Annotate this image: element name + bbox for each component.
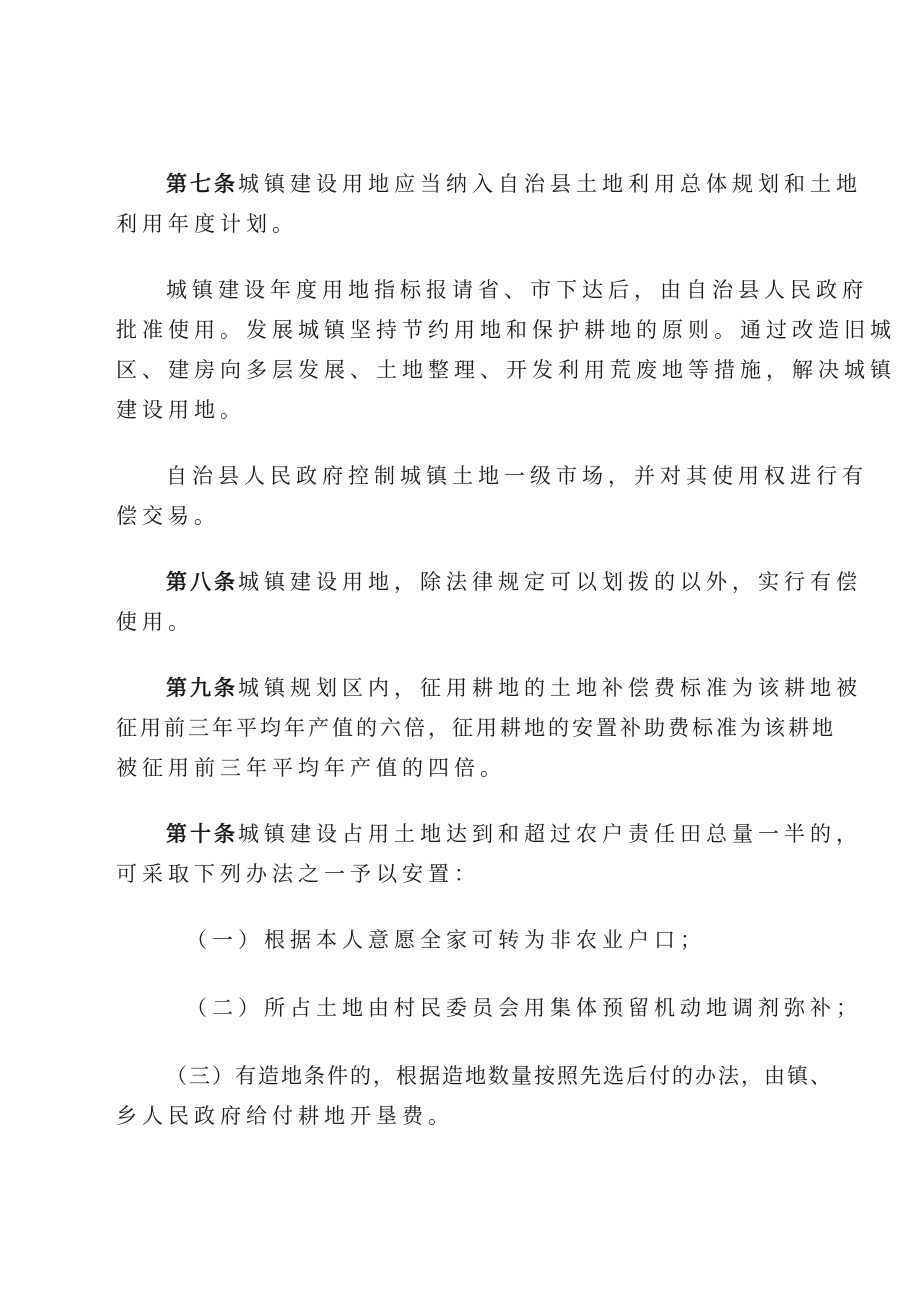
article-10-heading: 第十条 <box>166 822 238 846</box>
article-8 <box>116 562 862 642</box>
article-8-line-1 <box>116 562 862 602</box>
article-9-line-3: 被征用前三年平均年产值的四倍。 <box>116 756 506 780</box>
article-9 <box>116 668 862 788</box>
paragraph-land-market-line-2: 偿交易。 <box>116 504 220 528</box>
paragraph-land-quota-line-3: 区、建房向多层发展、土地整理、开发利用荒废地等措施，解决城镇 <box>116 358 896 382</box>
paragraph-land-market-line-1: 自治县人民政府控制城镇土地一级市场，并对其使用权进行有 <box>166 464 868 488</box>
article-10-line-2: 可采取下列办法之一予以安置： <box>116 862 480 886</box>
paragraph-land-quota-line-1: 城镇建设年度用地指标报请省、市下达后，由自治县人民政府 <box>166 278 868 302</box>
paragraph-land-quota <box>116 270 896 430</box>
paragraph-land-quota-line-4: 建设用地。 <box>116 398 246 422</box>
list-item-3-line-1: （三）有造地条件的，根据造地数量按照先选后付的办法，由镇、 <box>166 1064 833 1088</box>
article-8-heading: 第八条 <box>166 570 238 594</box>
article-10 <box>116 814 862 894</box>
article-10-text-1: 城镇建设占用土地达到和超过农户责任田总量一半的， <box>238 822 862 846</box>
list-item-1: （一）根据本人意愿全家可转为非农业户口； <box>186 928 706 952</box>
article-7-heading: 第七条 <box>166 172 238 196</box>
article-8-line-2: 使用。 <box>116 610 194 634</box>
article-7-text-1: 城镇建设用地应当纳入自治县土地利用总体规划和土地 <box>238 172 862 196</box>
article-7 <box>116 164 862 244</box>
article-9-heading: 第九条 <box>166 676 238 700</box>
paragraph-land-quota-line-2: 批准使用。发展城镇坚持节约用地和保护耕地的原则。通过改造旧城 <box>116 318 896 342</box>
article-7-line-2: 利用年度计划。 <box>116 212 298 236</box>
article-9-line-1 <box>116 668 862 708</box>
document-body <box>116 164 896 1136</box>
article-7-line-1 <box>116 164 862 204</box>
article-10-line-1 <box>116 814 862 854</box>
article-9-text-1: 城镇规划区内，征用耕地的土地补偿费标准为该耕地被 <box>238 676 862 700</box>
paragraph-land-market <box>116 456 868 536</box>
list-item-2: （二）所占土地由村民委员会用集体预留机动地调剂弥补； <box>186 996 862 1020</box>
list-item-3 <box>116 1056 833 1136</box>
list-item-3-line-2: 乡人民政府给付耕地开垦费。 <box>116 1104 454 1128</box>
article-8-text-1: 城镇建设用地，除法律规定可以划拨的以外，实行有偿 <box>238 570 862 594</box>
article-9-line-2: 征用前三年平均年产值的六倍，征用耕地的安置补助费标准为该耕地 <box>116 716 836 740</box>
